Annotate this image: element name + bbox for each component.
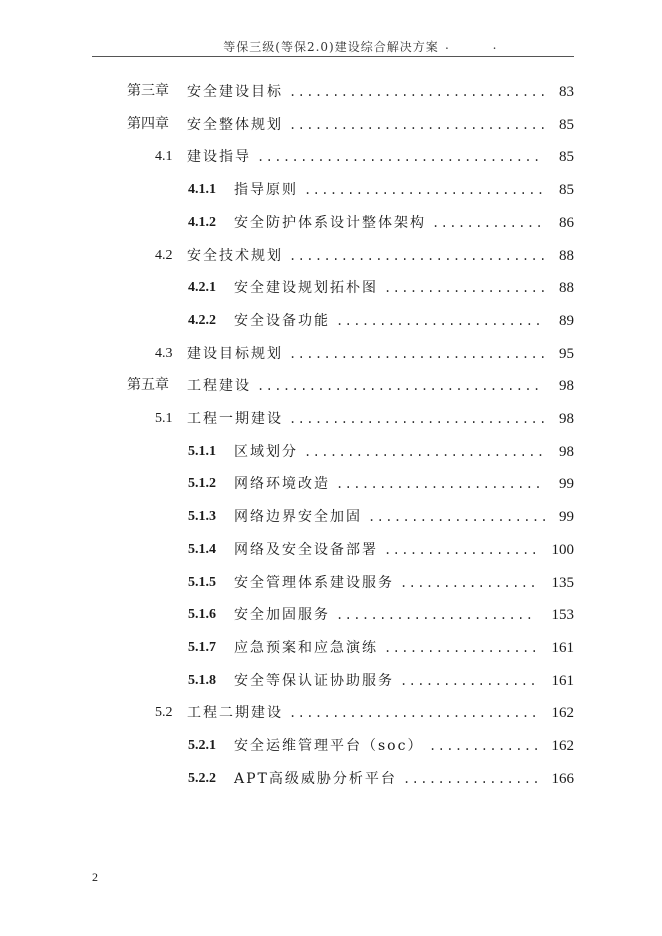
toc-entry[interactable] bbox=[0, 769, 662, 789]
footer-page-number: 2 bbox=[92, 870, 98, 884]
toc-leader-dots: ........................ bbox=[336, 477, 543, 492]
toc-entry[interactable] bbox=[0, 213, 662, 233]
toc-entry-title: 安全加固服务 bbox=[234, 607, 330, 624]
toc-entry[interactable] bbox=[0, 344, 662, 364]
toc-entry[interactable] bbox=[0, 180, 662, 200]
toc-entry-page: 85 bbox=[559, 182, 574, 199]
toc-entry-number: 4.2.2 bbox=[188, 312, 216, 328]
toc-entry-number: 4.3 bbox=[155, 345, 173, 361]
toc-entry[interactable] bbox=[0, 736, 662, 756]
toc-leader-dots: .............................. bbox=[289, 85, 548, 99]
toc-entry[interactable] bbox=[0, 278, 662, 298]
toc-entry-number: 5.2.2 bbox=[188, 770, 216, 786]
toc-entry-title: 建设指导 bbox=[187, 149, 251, 166]
toc-entry[interactable] bbox=[0, 311, 662, 331]
toc-entry-title: 网络及安全设备部署 bbox=[234, 541, 378, 558]
toc-entry-title: 建设目标规划 bbox=[187, 345, 283, 362]
toc-entry-page: 153 bbox=[551, 607, 574, 624]
toc-entry[interactable] bbox=[0, 507, 662, 527]
toc-entry[interactable] bbox=[0, 246, 662, 266]
toc-leader-dots: ............................ bbox=[304, 444, 546, 459]
toc-entry-number: 5.1 bbox=[155, 411, 173, 426]
toc-entry-number: 5.1.7 bbox=[188, 639, 216, 655]
toc-entry-title: 安全防护体系设计整体架构 bbox=[234, 214, 426, 231]
toc-entry-number: 4.2.1 bbox=[188, 280, 216, 296]
toc-leader-dots: ................... bbox=[384, 281, 548, 296]
toc-entry-page: 161 bbox=[551, 672, 574, 689]
toc-entry-page: 162 bbox=[551, 738, 574, 754]
toc-entry-page: 98 bbox=[559, 411, 574, 427]
toc-leader-dots: .................. bbox=[384, 640, 540, 655]
toc-entry-title: 工程一期建设 bbox=[187, 411, 283, 427]
toc-entry-title: 安全建设规划拓朴图 bbox=[234, 280, 378, 297]
toc-entry-page: 98 bbox=[559, 378, 574, 395]
toc-leader-dots: ................ bbox=[400, 575, 538, 590]
toc-entry-number: 5.1.8 bbox=[188, 672, 216, 688]
toc-leader-dots: ................................. bbox=[257, 379, 542, 394]
toc-entry-number: 5.1.3 bbox=[188, 509, 216, 525]
toc-entry[interactable] bbox=[0, 409, 662, 429]
toc-leader-dots: ............. bbox=[432, 215, 545, 230]
toc-entry-page: 161 bbox=[551, 639, 574, 656]
toc-entry-page: 83 bbox=[559, 84, 574, 100]
toc-entry[interactable] bbox=[0, 82, 662, 102]
toc-leader-dots: .............................. bbox=[289, 117, 548, 132]
toc-entry-number: 第四章 bbox=[127, 116, 169, 132]
toc-entry-title: 安全等保认证协助服务 bbox=[234, 672, 394, 689]
toc-leader-dots: ............................. bbox=[289, 706, 540, 721]
toc-entry[interactable] bbox=[0, 376, 662, 396]
toc-leader-dots: .............................. bbox=[289, 412, 548, 426]
toc-entry[interactable] bbox=[0, 147, 662, 167]
toc-entry-title: 安全管理体系建设服务 bbox=[234, 574, 394, 591]
header-rule bbox=[92, 56, 574, 57]
toc-leader-dots: ....................... bbox=[336, 608, 535, 623]
toc-leader-dots: ................................. bbox=[257, 150, 542, 165]
toc-entry-title: 安全设备功能 bbox=[234, 312, 330, 329]
toc-entry-page: 85 bbox=[559, 116, 574, 133]
toc-entry-number: 5.1.6 bbox=[188, 607, 216, 623]
toc-entry[interactable] bbox=[0, 442, 662, 462]
toc-entry-title: 工程建设 bbox=[187, 378, 251, 395]
toc-entry[interactable] bbox=[0, 638, 662, 658]
toc-leader-dots: .............................. bbox=[289, 248, 548, 263]
toc-entry-number: 第三章 bbox=[127, 84, 169, 99]
toc-entry-title: 安全建设目标 bbox=[187, 84, 283, 100]
toc-entry-title: 网络环境改造 bbox=[234, 476, 330, 493]
toc-entry[interactable] bbox=[0, 605, 662, 625]
toc-entry-page: 99 bbox=[559, 476, 574, 493]
toc-leader-dots: ............................ bbox=[304, 183, 546, 198]
toc-entry-page: 95 bbox=[559, 345, 574, 362]
toc-entry-page: 99 bbox=[559, 509, 574, 526]
toc-entry-page: 166 bbox=[551, 770, 574, 787]
toc-entry-title: 网络边界安全加固 bbox=[234, 509, 362, 526]
toc-entry-number: 5.2.1 bbox=[188, 738, 216, 753]
toc-entry-page: 85 bbox=[559, 149, 574, 166]
toc-entry-number: 4.2 bbox=[155, 247, 173, 263]
toc-leader-dots: .............................. bbox=[289, 346, 548, 361]
toc-entry-number: 5.1.5 bbox=[188, 574, 216, 590]
toc-entry-title: 工程二期建设 bbox=[187, 705, 283, 722]
toc-entry[interactable] bbox=[0, 474, 662, 494]
toc-entry-number: 4.1.1 bbox=[188, 182, 216, 198]
toc-entry-number: 5.1.2 bbox=[188, 476, 216, 492]
toc-entry-number: 5.1.1 bbox=[188, 443, 216, 459]
toc-entry-page: 135 bbox=[551, 574, 574, 591]
running-header-title: 等保三级(等保2.0)建设综合解决方案 bbox=[223, 40, 439, 54]
toc-entry-title: 指导原则 bbox=[234, 182, 298, 199]
toc-leader-dots: ................ bbox=[403, 771, 541, 786]
toc-entry-title: 安全技术规划 bbox=[187, 247, 283, 264]
toc-entry-page: 86 bbox=[559, 214, 574, 231]
toc-entry[interactable] bbox=[0, 115, 662, 135]
running-header-dots: . . bbox=[445, 38, 517, 52]
toc-entry-number: 4.1 bbox=[155, 149, 173, 165]
toc-entry-title: 安全运维管理平台（soc） bbox=[234, 738, 424, 754]
toc-entry-number: 第五章 bbox=[127, 378, 169, 394]
toc-entry-page: 88 bbox=[559, 247, 574, 264]
toc-entry-title: 应急预案和应急演练 bbox=[234, 639, 378, 656]
toc-leader-dots: ........................ bbox=[336, 313, 543, 328]
toc-entry-title: 区域划分 bbox=[234, 443, 298, 460]
toc-entry[interactable] bbox=[0, 540, 662, 560]
toc-entry-number: 5.2 bbox=[155, 705, 173, 721]
toc-entry-number: 4.1.2 bbox=[188, 214, 216, 230]
toc-leader-dots: ..................... bbox=[368, 510, 549, 525]
toc-entry-page: 88 bbox=[559, 280, 574, 297]
toc-entry-title: 安全整体规划 bbox=[187, 116, 283, 133]
toc-leader-dots: .................. bbox=[384, 542, 540, 557]
toc-entry[interactable] bbox=[0, 703, 662, 723]
toc-entry[interactable] bbox=[0, 671, 662, 691]
toc-entry[interactable] bbox=[0, 573, 662, 593]
toc-entry-page: 98 bbox=[559, 443, 574, 460]
toc-leader-dots: ............. bbox=[429, 739, 541, 753]
toc-entry-page: 162 bbox=[551, 705, 574, 722]
toc-entry-title: APT高级威胁分析平台 bbox=[234, 770, 397, 787]
toc-entry-page: 100 bbox=[551, 541, 574, 558]
toc-entry-number: 5.1.4 bbox=[188, 541, 216, 557]
toc-leader-dots: ................ bbox=[400, 673, 538, 688]
toc-entry-page: 89 bbox=[559, 312, 574, 329]
